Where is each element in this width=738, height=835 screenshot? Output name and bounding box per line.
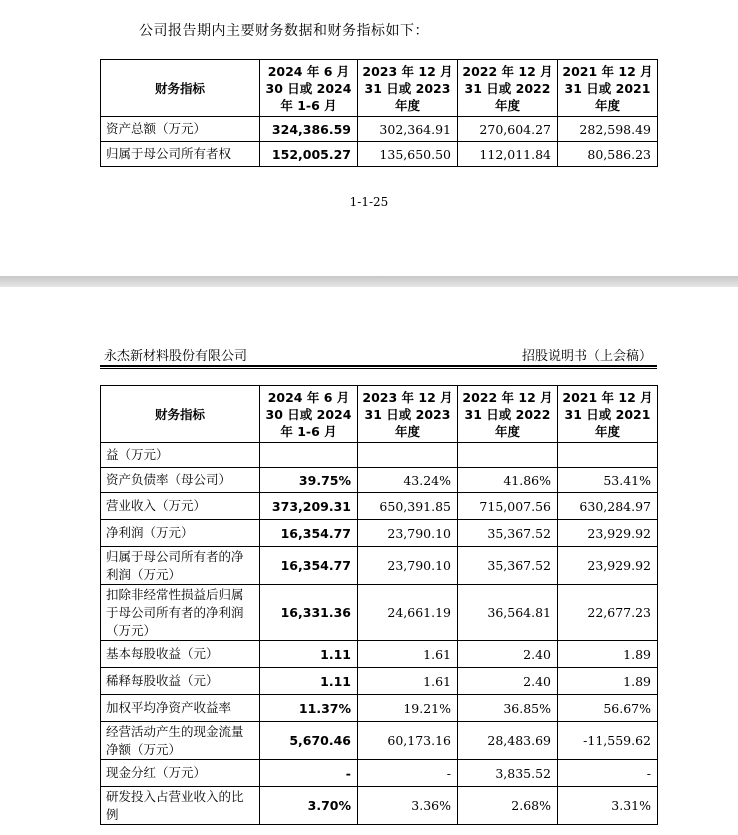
value-cell: 112,011.84 [458, 142, 558, 167]
value-cell: 135,650.50 [358, 142, 458, 167]
value-cell: 1.89 [558, 668, 658, 695]
table-row [101, 668, 658, 695]
value-cell: 39.75% [260, 468, 358, 493]
row-label: 益（万元） [101, 443, 260, 468]
value-cell: 3.70% [260, 787, 358, 825]
value-cell: 23,790.10 [358, 520, 458, 547]
header-col-2023: 2023 年 12 月 31 日或 2023 年度 [358, 386, 458, 443]
table-row [101, 468, 658, 493]
document-title: 招股说明书（上会稿） [521, 349, 652, 364]
value-cell: 373,209.31 [260, 493, 358, 520]
header-col-2024h1: 2024 年 6 月 30 日或 2024 年 1-6 月 [260, 60, 358, 117]
value-cell: 1.61 [358, 641, 458, 668]
value-cell: 282,598.49 [558, 117, 658, 142]
value-cell: 28,483.69 [458, 722, 558, 760]
row-label: 现金分红（万元） [101, 760, 260, 787]
value-cell: 650,391.85 [358, 493, 458, 520]
row-label: 研发投入占营业收入的比例 [101, 787, 260, 825]
value-cell: 19.21% [358, 695, 458, 722]
financial-table-top [100, 59, 658, 167]
value-cell: 16,331.36 [260, 585, 358, 641]
row-label: 扣除非经常性损益后归属于母公司所有者的净利润（万元） [101, 585, 260, 641]
table-row [101, 443, 658, 468]
page-separator [0, 276, 738, 287]
value-cell: 1.11 [260, 668, 358, 695]
value-cell: 43.24% [358, 468, 458, 493]
value-cell [558, 443, 658, 468]
value-cell: 36.85% [458, 695, 558, 722]
table-row [101, 547, 658, 585]
row-label: 净利润（万元） [101, 520, 260, 547]
row-label: 资产总额（万元） [101, 117, 260, 142]
table-row [101, 520, 658, 547]
table-row [101, 585, 658, 641]
header-col-2022: 2022 年 12 月 31 日或 2022 年度 [458, 60, 558, 117]
header-rule [100, 365, 657, 367]
table-header-row [101, 60, 658, 117]
header-col-2021: 2021 年 12 月 31 日或 2021 年度 [558, 386, 658, 443]
table-row [101, 722, 658, 760]
table-row [101, 117, 658, 142]
row-label: 稀释每股收益（元） [101, 668, 260, 695]
value-cell: 23,929.92 [558, 547, 658, 585]
value-cell: 36,564.81 [458, 585, 558, 641]
value-cell: 5,670.46 [260, 722, 358, 760]
value-cell: - [358, 760, 458, 787]
value-cell [260, 443, 358, 468]
value-cell: 23,929.92 [558, 520, 658, 547]
table-header-row [101, 386, 658, 443]
header-col-2023: 2023 年 12 月 31 日或 2023 年度 [358, 60, 458, 117]
value-cell: - [260, 760, 358, 787]
value-cell: 1.61 [358, 668, 458, 695]
value-cell: 41.86% [458, 468, 558, 493]
table-body [101, 443, 658, 825]
value-cell: 2.40 [458, 641, 558, 668]
intro-text: 公司报告期内主要财务数据和财务指标如下： [139, 23, 429, 39]
value-cell: 60,173.16 [358, 722, 458, 760]
value-cell: 16,354.77 [260, 547, 358, 585]
value-cell: 270,604.27 [458, 117, 558, 142]
table-row [101, 787, 658, 825]
value-cell: 152,005.27 [260, 142, 358, 167]
value-cell: 80,586.23 [558, 142, 658, 167]
table-body [101, 117, 658, 167]
page-number: 1-1-25 [349, 195, 389, 209]
value-cell: 53.41% [558, 468, 658, 493]
value-cell: 35,367.52 [458, 547, 558, 585]
company-name: 永杰新材料股份有限公司 [104, 349, 248, 364]
value-cell: 3.31% [558, 787, 658, 825]
table-row [101, 493, 658, 520]
value-cell: 16,354.77 [260, 520, 358, 547]
value-cell: 2.68% [458, 787, 558, 825]
header-rule-thin [100, 368, 657, 369]
row-label: 归属于母公司所有者的净利润（万元） [101, 547, 260, 585]
value-cell: 22,677.23 [558, 585, 658, 641]
value-cell: 24,661.19 [358, 585, 458, 641]
value-cell: 3.36% [358, 787, 458, 825]
value-cell [458, 443, 558, 468]
row-label: 经营活动产生的现金流量净额（万元） [101, 722, 260, 760]
value-cell: 302,364.91 [358, 117, 458, 142]
value-cell: 3,835.52 [458, 760, 558, 787]
header-indicator: 财务指标 [101, 386, 260, 443]
value-cell: 56.67% [558, 695, 658, 722]
value-cell: 35,367.52 [458, 520, 558, 547]
value-cell: 2.40 [458, 668, 558, 695]
table-row [101, 641, 658, 668]
row-label: 资产负债率（母公司） [101, 468, 260, 493]
header-col-2021: 2021 年 12 月 31 日或 2021 年度 [558, 60, 658, 117]
header-col-2024h1: 2024 年 6 月 30 日或 2024 年 1-6 月 [260, 386, 358, 443]
table-row [101, 760, 658, 787]
row-label: 归属于母公司所有者权 [101, 142, 260, 167]
row-label: 营业收入（万元） [101, 493, 260, 520]
value-cell: - [558, 760, 658, 787]
financial-table-bottom [100, 385, 658, 825]
header-col-2022: 2022 年 12 月 31 日或 2022 年度 [458, 386, 558, 443]
value-cell [358, 443, 458, 468]
table-row [101, 142, 658, 167]
value-cell: 715,007.56 [458, 493, 558, 520]
value-cell: 630,284.97 [558, 493, 658, 520]
row-label: 加权平均净资产收益率 [101, 695, 260, 722]
row-label: 基本每股收益（元） [101, 641, 260, 668]
value-cell: 11.37% [260, 695, 358, 722]
table-row [101, 695, 658, 722]
value-cell: 324,386.59 [260, 117, 358, 142]
value-cell: 1.11 [260, 641, 358, 668]
value-cell: -11,559.62 [558, 722, 658, 760]
value-cell: 1.89 [558, 641, 658, 668]
header-indicator: 财务指标 [101, 60, 260, 117]
value-cell: 23,790.10 [358, 547, 458, 585]
